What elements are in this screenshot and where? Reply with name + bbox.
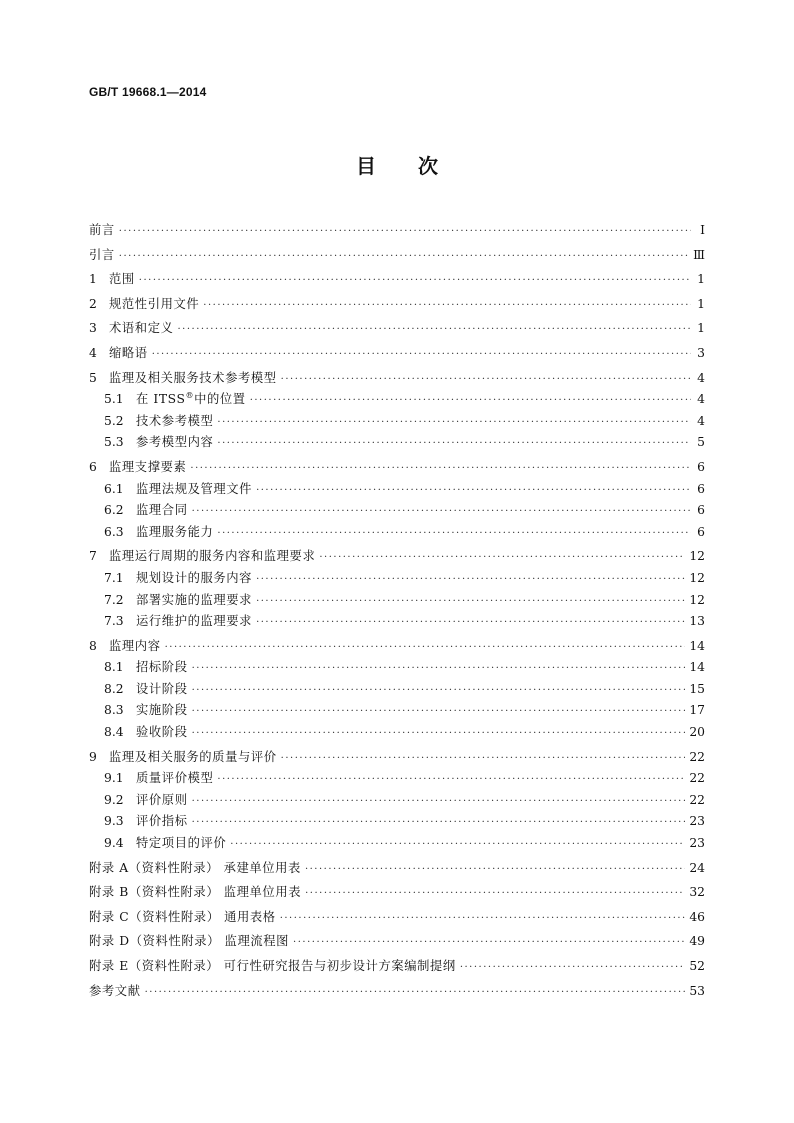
toc-entry-number: 6.3 xyxy=(104,524,124,539)
toc-entry-page: 12 xyxy=(689,592,705,607)
toc-entry-page: 6 xyxy=(697,524,705,539)
toc-entry-title-text: 设计阶段 xyxy=(136,681,188,696)
toc-entry-title xyxy=(89,956,456,974)
toc-entry-title xyxy=(109,294,199,312)
toc-entry-page: 1 xyxy=(697,272,705,287)
toc-entry-title-text: 缩略语 xyxy=(109,345,148,360)
toc-entry-page: 46 xyxy=(689,909,705,924)
toc-entry[interactable] xyxy=(89,981,705,1003)
toc-entry-page: Ⅲ xyxy=(693,247,705,262)
toc-entry-page: 4 xyxy=(697,392,705,407)
dot-leader xyxy=(256,485,691,496)
toc-entry-title xyxy=(89,981,141,999)
toc-entry[interactable] xyxy=(89,679,705,701)
toc-entry-page: 20 xyxy=(689,725,705,740)
toc-entry-number: 9 xyxy=(89,749,97,764)
toc-entry-title xyxy=(136,833,226,851)
toc-entry-title xyxy=(136,811,188,829)
toc-entry-page: 52 xyxy=(689,959,705,973)
toc-entry-page: 23 xyxy=(689,836,705,851)
toc-entry[interactable] xyxy=(89,768,705,790)
toc-entry-title-text: 运行维护的监理要求 xyxy=(136,614,253,629)
toc-entry-number: 2 xyxy=(89,296,97,311)
toc-entry[interactable] xyxy=(89,546,705,568)
toc-entry[interactable] xyxy=(89,700,705,722)
dot-leader xyxy=(119,251,689,262)
toc-entry-title-text: 中的位置 xyxy=(194,392,246,407)
dot-leader xyxy=(190,463,691,474)
toc-entry-page: 22 xyxy=(689,771,705,786)
toc-entry-title-text: 参考模型内容 xyxy=(136,435,214,450)
toc-entry[interactable] xyxy=(89,931,705,953)
toc-entry-title xyxy=(136,479,252,497)
toc-entry-number: 8.1 xyxy=(104,660,124,675)
toc-entry-title-text: 引言 xyxy=(89,247,115,262)
toc-entry-page: 6 xyxy=(697,459,705,474)
toc-entry-page: 6 xyxy=(697,503,705,518)
page-title-char-2: 次 xyxy=(418,154,438,178)
toc-entry-title xyxy=(136,500,188,518)
toc-entry-number: 6.1 xyxy=(104,481,124,496)
dot-leader xyxy=(217,774,685,785)
toc-entry-title-text: 招标阶段 xyxy=(136,660,188,675)
dot-leader xyxy=(305,864,685,875)
toc-entry-title xyxy=(109,318,174,336)
toc-entry-number: 3 xyxy=(89,321,97,336)
toc-entry-number: 8.3 xyxy=(104,703,124,718)
toc-entry[interactable] xyxy=(89,956,705,978)
toc-entry-title-text: 监理内容 xyxy=(109,638,161,653)
toc-entry[interactable] xyxy=(89,882,705,904)
toc-entry[interactable] xyxy=(89,811,705,833)
dot-leader xyxy=(192,728,686,739)
toc-entry-title xyxy=(136,411,213,429)
toc-entry-page: 53 xyxy=(689,983,705,998)
toc-entry-page: 32 xyxy=(689,885,705,900)
toc-entry-title xyxy=(136,657,188,675)
toc-entry-title-text: 附录 D（资料性附录） 监理流程图 xyxy=(89,934,290,949)
toc-entry-number: 8.4 xyxy=(104,725,124,740)
dot-leader xyxy=(217,438,691,449)
toc-entry-title-text: 附录 B（资料性附录） 监理单位用表 xyxy=(89,885,302,900)
toc-entry-number: 4 xyxy=(89,345,97,360)
page-title-char-1: 目 xyxy=(356,154,376,178)
toc-entry-number: 6.2 xyxy=(104,503,124,518)
toc-entry-page: 49 xyxy=(689,934,705,949)
toc-entry-number: 1 xyxy=(89,272,97,287)
toc-entry-title-text: 评价指标 xyxy=(136,814,188,829)
toc-entry[interactable] xyxy=(89,790,705,812)
dot-leader xyxy=(280,913,686,924)
toc-entry-title xyxy=(89,907,276,925)
toc-entry-number: 8.2 xyxy=(104,681,124,696)
dot-leader xyxy=(319,552,685,563)
toc-entry-title-text: 验收阶段 xyxy=(136,725,188,740)
toc-entry-page: 22 xyxy=(689,792,705,807)
toc-entry[interactable] xyxy=(89,833,705,855)
toc-entry-page: 4 xyxy=(697,370,705,385)
toc-entry-title xyxy=(136,590,252,608)
toc-entry-page: 4 xyxy=(697,413,705,428)
toc-entry-title-text: 附录 E（资料性附录） 可行性研究报告与初步设计方案编制提纲 xyxy=(89,959,456,973)
dot-leader xyxy=(256,574,685,585)
toc-entry-title-text: 监理法规及管理文件 xyxy=(136,481,253,496)
toc-entry[interactable] xyxy=(89,294,705,316)
dot-leader xyxy=(305,888,685,899)
toc-entry-title xyxy=(109,368,277,386)
toc-entry-page: 15 xyxy=(689,681,705,696)
toc-entry[interactable] xyxy=(89,500,705,522)
dot-leader xyxy=(281,753,686,764)
toc-entry-title-text: 前言 xyxy=(89,223,115,237)
toc-entry[interactable] xyxy=(89,590,705,612)
toc-entry-page: Ⅰ xyxy=(700,223,705,237)
toc-entry-title-text: 规范性引用文件 xyxy=(109,296,200,311)
dot-leader xyxy=(165,642,686,653)
toc-entry-title xyxy=(136,611,252,629)
dot-leader xyxy=(460,962,686,973)
dot-leader xyxy=(230,839,685,850)
toc-entry[interactable] xyxy=(89,368,705,390)
dot-leader xyxy=(192,796,686,807)
toc-entry-page: 14 xyxy=(689,660,705,675)
toc-entry-title-text: 监理运行周期的服务内容和监理要求 xyxy=(109,549,316,564)
dot-leader xyxy=(256,617,685,628)
toc-entry[interactable] xyxy=(89,568,705,590)
toc-entry-title-text: 规划设计的服务内容 xyxy=(136,570,253,585)
toc-entry-title-text: 质量评价模型 xyxy=(136,771,214,786)
dot-leader xyxy=(203,300,691,311)
toc-entry-number: 9.4 xyxy=(104,836,124,851)
dot-leader xyxy=(192,663,686,674)
toc-entry[interactable] xyxy=(89,858,705,880)
toc-entry-page: 3 xyxy=(697,345,705,360)
toc-entry-title-text: 实施阶段 xyxy=(136,703,188,718)
toc-entry-number: 5.2 xyxy=(104,413,124,428)
toc-entry-title xyxy=(136,679,188,697)
toc-entry-page: 14 xyxy=(689,638,705,653)
toc-entry-title xyxy=(109,546,315,564)
dot-leader xyxy=(139,275,691,286)
toc-entry-title xyxy=(89,245,115,263)
toc-entry-title-text: 监理及相关服务技术参考模型 xyxy=(109,370,277,385)
dot-leader xyxy=(192,817,686,828)
toc-entry-title xyxy=(89,882,301,900)
toc-entry-title xyxy=(89,858,301,876)
toc-entry-title-text: 在 ITSS xyxy=(136,392,186,407)
toc-entry-page: 22 xyxy=(689,749,705,764)
dot-leader xyxy=(152,349,691,360)
toc-entry-page: 24 xyxy=(689,860,705,875)
toc-entry-title-text: 术语和定义 xyxy=(109,321,174,336)
toc-entry[interactable] xyxy=(89,318,705,340)
toc-entry-page: 12 xyxy=(689,570,705,585)
page-title xyxy=(0,150,794,179)
toc-entry-title-text: 参考文献 xyxy=(89,983,141,998)
dot-leader xyxy=(217,528,691,539)
toc-entry-number: 5 xyxy=(89,370,97,385)
toc-entry-title-text: 评价原则 xyxy=(136,792,188,807)
toc-entry[interactable] xyxy=(89,220,705,242)
dot-leader xyxy=(192,706,686,717)
dot-leader xyxy=(119,226,691,237)
document-code: GB/T 19668.1—2014 xyxy=(89,85,207,99)
toc-entry[interactable] xyxy=(89,479,705,501)
toc-entry[interactable] xyxy=(89,389,705,411)
toc-entry[interactable] xyxy=(89,522,705,544)
toc-entry-title xyxy=(136,722,188,740)
toc-entry[interactable] xyxy=(89,343,705,365)
toc-entry-number: 7 xyxy=(89,549,97,564)
toc-entry-page: 17 xyxy=(689,703,705,718)
dot-leader xyxy=(192,506,691,517)
toc-entry-number: 5.1 xyxy=(104,392,124,407)
dot-leader xyxy=(178,324,692,335)
toc-entry-number: 9.2 xyxy=(104,792,124,807)
toc-entry[interactable] xyxy=(89,269,705,291)
toc-entry-title xyxy=(89,931,289,949)
toc-entry-title-text: 监理合同 xyxy=(136,503,188,518)
toc-entry[interactable] xyxy=(89,411,705,433)
toc-entry[interactable] xyxy=(89,457,705,479)
toc-entry-number: 9.3 xyxy=(104,814,124,829)
toc-entry-title xyxy=(109,457,186,475)
toc-entry-title-text: 监理服务能力 xyxy=(136,524,214,539)
dot-leader xyxy=(293,937,685,948)
toc-entry-number: 7.3 xyxy=(104,614,124,629)
toc-entry-page: 1 xyxy=(697,296,705,311)
toc-entry-page: 6 xyxy=(697,481,705,496)
toc-entry-page: 5 xyxy=(697,435,705,450)
toc-entry-number: 5.3 xyxy=(104,435,124,450)
toc-entry-title xyxy=(109,636,161,654)
toc-entry-title-text: 监理及相关服务的质量与评价 xyxy=(109,749,277,764)
toc-entry-title-text: 技术参考模型 xyxy=(136,413,214,428)
toc-entry-title xyxy=(109,343,148,361)
toc-entry-title xyxy=(136,790,188,808)
toc-entry-title xyxy=(136,700,188,718)
toc-entry-number: 7.2 xyxy=(104,592,124,607)
toc-entry-title xyxy=(89,220,115,238)
dot-leader xyxy=(192,685,686,696)
toc-entry-title-text: 特定项目的评价 xyxy=(136,836,227,851)
toc-entry[interactable] xyxy=(89,245,705,267)
toc-entry-page: 1 xyxy=(697,321,705,336)
toc-entry-title xyxy=(136,522,213,540)
toc-entry-title-text: 附录 C（资料性附录） 通用表格 xyxy=(89,909,276,924)
toc-entry[interactable] xyxy=(89,657,705,679)
dot-leader xyxy=(281,374,691,385)
toc-entry-title-text: 附录 A（资料性附录） 承建单位用表 xyxy=(89,860,301,875)
toc-entry-page: 13 xyxy=(689,614,705,629)
toc-entry-title xyxy=(136,389,246,407)
toc-entry[interactable] xyxy=(89,432,705,454)
toc-entry-number: 8 xyxy=(89,638,97,653)
toc-entry-number: 7.1 xyxy=(104,570,124,585)
toc-entry[interactable] xyxy=(89,636,705,658)
toc-entry-title xyxy=(136,568,252,586)
toc-entry[interactable] xyxy=(89,747,705,769)
registered-mark: ® xyxy=(185,391,195,401)
dot-leader xyxy=(217,417,691,428)
dot-leader xyxy=(250,395,691,406)
toc-entry-title xyxy=(136,768,213,786)
table-of-contents xyxy=(89,217,705,1002)
toc-entry-title-text: 部署实施的监理要求 xyxy=(136,592,253,607)
toc-entry-title xyxy=(109,747,277,765)
toc-entry-title xyxy=(136,432,213,450)
toc-entry[interactable] xyxy=(89,611,705,633)
toc-entry-number: 6 xyxy=(89,459,97,474)
toc-entry-page: 12 xyxy=(689,549,705,564)
toc-entry-page: 23 xyxy=(689,814,705,829)
dot-leader xyxy=(145,987,686,998)
toc-entry-title xyxy=(109,269,135,287)
dot-leader xyxy=(256,596,685,607)
toc-entry[interactable] xyxy=(89,722,705,744)
toc-entry-number: 9.1 xyxy=(104,771,124,786)
toc-entry-title-text: 监理支撑要素 xyxy=(109,459,187,474)
toc-entry[interactable] xyxy=(89,907,705,929)
toc-entry-title-text: 范围 xyxy=(109,272,135,287)
